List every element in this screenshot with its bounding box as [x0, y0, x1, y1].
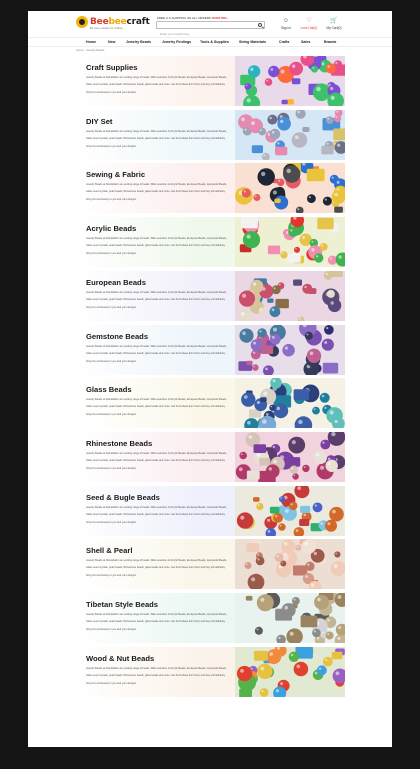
category-description-link: bring fun and beauty to you and your designs. [86, 198, 137, 202]
category-title[interactable]: Acrylic Beads [86, 224, 137, 234]
category-banner-gemstone-beads[interactable] [76, 325, 345, 375]
category-description-line: Glass seed crystals, pearl beads, Rhinestone beads, glass beads and more. Get fresh ideas from them and they will definitely [86, 83, 225, 86]
category-description-line: Jewelry Beads at Pandahall is an exciting range of beads. Wide selection of Acrylic Beads, European Beads, Lampwork Beads, [86, 559, 227, 563]
search-icon[interactable] [258, 23, 262, 27]
category-image[interactable] [235, 647, 345, 697]
category-banner-seed-and-bugle-beads[interactable] [76, 486, 345, 536]
category-image[interactable] [235, 486, 345, 536]
category-description-link: bring fun and beauty to you and your designs. [86, 144, 137, 148]
nav-item-brands[interactable]: Brands [324, 40, 337, 44]
category-image[interactable] [235, 217, 345, 267]
category-description-line: Glass seed crystals, pearl beads, Rhinestone beads, glass beads and more. Get fresh ideas from them and they will definitely [86, 244, 225, 248]
category-description-line: Glass seed crystals, pearl beads, Rhinestone beads, glass beads and more. Get fresh ideas from them and they will definitely [86, 566, 225, 570]
category-title[interactable]: Tibetan Style Beads [86, 600, 159, 609]
category-description-line: Jewelry Beads at Pandahall is an exciting range of beads. Wide selection of Acrylic Beads, European Beads, Lampwork Beads, [86, 613, 227, 616]
breadcrumb-current: Jewelry Beads [86, 48, 105, 52]
category-description-line: Glass seed crystals, pearl beads, Rhinestone beads, glass beads and more. Get fresh ideas from them and they will definitely [86, 405, 225, 409]
category-image[interactable] [235, 539, 345, 589]
nav-item-crafts[interactable]: Crafts [279, 40, 290, 44]
category-title[interactable]: Wood & Nut Beads [86, 653, 155, 663]
nav-item-tools-supplies[interactable]: Tools & Supplies [200, 40, 229, 44]
category-description-line: Glass seed crystals, pearl beads, Rhinestone beads, glass beads and more. Get fresh ideas from them and they will definitely [86, 512, 225, 516]
category-image[interactable] [235, 593, 345, 643]
page [28, 11, 392, 747]
category-banner-craft-supplies[interactable] [76, 56, 345, 106]
category-description-line: Jewelry Beads at Pandahall is an exciting range of beads. Wide selection of Acrylic Beads, European Beads, Lampwork Beads, [86, 666, 227, 670]
category-description-line: Jewelry Beads at Pandahall is an exciting range of beads. Wide selection of Acrylic Beads, European Beads, Lampwork Beads, [86, 237, 227, 241]
logo-tagline: Be more creative for crafting [90, 27, 123, 30]
category-description-line: Jewelry Beads at Pandahall is an exciting range of beads. Wide selection of Acrylic Beads, European Beads, Lampwork Beads, [86, 451, 227, 455]
category-description-line: Glass seed crystals, pearl beads, Rhinestone beads, glass beads and more. Get fresh ideas from them and they will definitely [86, 351, 225, 355]
category-title[interactable]: Craft Supplies [86, 63, 138, 72]
category-description-link: bring fun and beauty to you and your designs. [86, 305, 137, 309]
cart-label: My Cart(0) [326, 26, 342, 30]
category-image[interactable] [235, 163, 345, 213]
category-description-link: bring fun and beauty to you and your designs. [86, 574, 137, 578]
category-banner-rhinestone-beads[interactable] [76, 432, 345, 482]
category-description-link: bring fun and beauty to you and your designs. [86, 413, 137, 417]
category-title[interactable]: Shell & Pearl [86, 546, 133, 556]
category-title[interactable]: Rhinestone Beads [86, 438, 153, 448]
love-list-label: Love List(0) [300, 26, 318, 30]
category-title[interactable]: European Beads [86, 277, 146, 287]
category-title[interactable]: Gemstone Beads [86, 331, 149, 341]
category-description-link: bring fun and beauty to you and your designs. [86, 252, 137, 256]
category-image[interactable] [235, 56, 345, 106]
category-image[interactable] [235, 325, 345, 375]
nav-item-home[interactable]: Home [86, 40, 96, 44]
bee-logo-icon [76, 16, 88, 28]
heart-icon: ♡ [306, 18, 312, 24]
nav-item-jewelry-beads[interactable]: Jewelry Beads [126, 40, 151, 44]
category-description-line: Glass seed crystals, pearl beads, Rhinestone beads, glass beads and more. Get fresh ideas from them and they will definitely [86, 190, 225, 194]
category-description-line: Jewelry Beads at Pandahall is an exciting range of beads. Wide selection of Acrylic Beads, European Beads, Lampwork Beads, [86, 183, 227, 187]
category-description-line: Jewelry Beads at Pandahall is an exciting range of beads. Wide selection of Acrylic Beads, European Beads, Lampwork Beads, [86, 290, 227, 294]
nav-item-string-materials[interactable]: String Materials [239, 40, 266, 44]
category-description-link: bring fun and beauty to you and your designs. [86, 520, 137, 524]
category-image[interactable] [235, 378, 345, 428]
category-description-line: Glass seed crystals, pearl beads, Rhinestone beads, glass beads and more. Get fresh ideas from them and they will definitely [86, 297, 225, 301]
category-description-line: Jewelry Beads at Pandahall is an exciting range of beads. Wide selection of Acrylic Beads, European Beads, Lampwork Beads, [86, 398, 227, 402]
shipping-promo: FREE U.S.SHIPPING ON ALL ORDERS OVER $55+ [157, 16, 228, 20]
category-description-line: Jewelry Beads at Pandahall is an exciting range of beads. Wide selection of Acrylic Beads, European Beads, Lampwork Beads, [86, 505, 227, 509]
category-banner-shell-and-pearl[interactable] [76, 539, 345, 589]
site-header [28, 11, 392, 37]
category-description-line: Glass seed crystals, pearl beads, Rhinestone beads, glass beads and more. Get fresh ideas from them and they will definitely [86, 620, 225, 623]
category-description-line: Jewelry Beads at Pandahall is an exciting range of beads. Wide selection of Acrylic Beads, European Beads, Lampwork Beads, [86, 76, 227, 79]
category-title[interactable]: Seed & Bugle Beads [86, 492, 160, 502]
love-list-link[interactable] [298, 17, 320, 30]
sign-in-link[interactable] [275, 17, 297, 30]
category-banner-wood-and-nut-beads[interactable] [76, 647, 345, 697]
category-description-link: bring fun and beauty to you and your designs. [86, 466, 137, 470]
category-banner-glass-beads[interactable] [76, 378, 345, 428]
nav-item-jewelry-findings[interactable]: Jewelry Findings [162, 40, 192, 44]
category-image[interactable] [235, 271, 345, 321]
category-title[interactable]: Glass Beads [86, 385, 132, 395]
category-description-line: Jewelry Beads at Pandahall is an exciting range of beads. Wide selection of Acrylic Beads, European Beads, Lampwork Beads, [86, 344, 227, 348]
category-banner-tibetan-style-beads[interactable] [76, 593, 345, 643]
logo-wordmark: Beebeecraft [90, 17, 150, 27]
breadcrumb [76, 48, 104, 52]
breadcrumb-home[interactable]: Home [76, 48, 84, 52]
user-icon: ☺ [282, 18, 290, 24]
category-description-line: Jewelry Beads at Pandahall is an exciting range of beads. Wide selection of Acrylic Beads, European Beads, Lampwork Beads, [86, 129, 227, 133]
category-title[interactable]: Sewing & Fabric [86, 170, 146, 180]
nav-item-sales[interactable]: Sales [301, 40, 311, 44]
category-description-line: Glass seed crystals, pearl beads, Rhinestone beads, glass beads and more. Get fresh ideas from them and they will definitely [86, 458, 225, 462]
category-title[interactable]: DIY Set [86, 116, 113, 126]
category-banner-acrylic-beads[interactable] [76, 217, 345, 267]
sign-in-label: Sign in [281, 26, 291, 30]
category-description-line: Glass seed crystals, pearl beads, Rhinestone beads, glass beads and more. Get fresh ideas from them and they will definitely [86, 673, 225, 677]
main-nav [28, 37, 392, 47]
category-image[interactable] [235, 110, 345, 160]
cart-icon: 🛒 [330, 18, 338, 24]
nav-item-new[interactable]: New [108, 40, 116, 44]
category-image[interactable] [235, 432, 345, 482]
category-description-line: Glass seed crystals, pearl beads, Rhinestone beads, glass beads and more. Get fresh ideas from them and they will definitely [86, 136, 225, 140]
category-description-link: bring fun and beauty to you and your designs. [86, 91, 137, 94]
category-banner-diy-set[interactable] [76, 110, 345, 160]
category-description-link: bring fun and beauty to you and your designs. [86, 681, 137, 685]
category-description-link: bring fun and beauty to you and your designs. [86, 628, 137, 631]
category-banner-sewing-and-fabric[interactable] [76, 163, 345, 213]
category-description-link: bring fun and beauty to you and your designs. [86, 359, 137, 363]
cart-link[interactable] [323, 17, 345, 30]
category-banner-european-beads[interactable] [76, 271, 345, 321]
breadcrumb-separator: / [84, 48, 86, 52]
search-box [156, 21, 265, 29]
